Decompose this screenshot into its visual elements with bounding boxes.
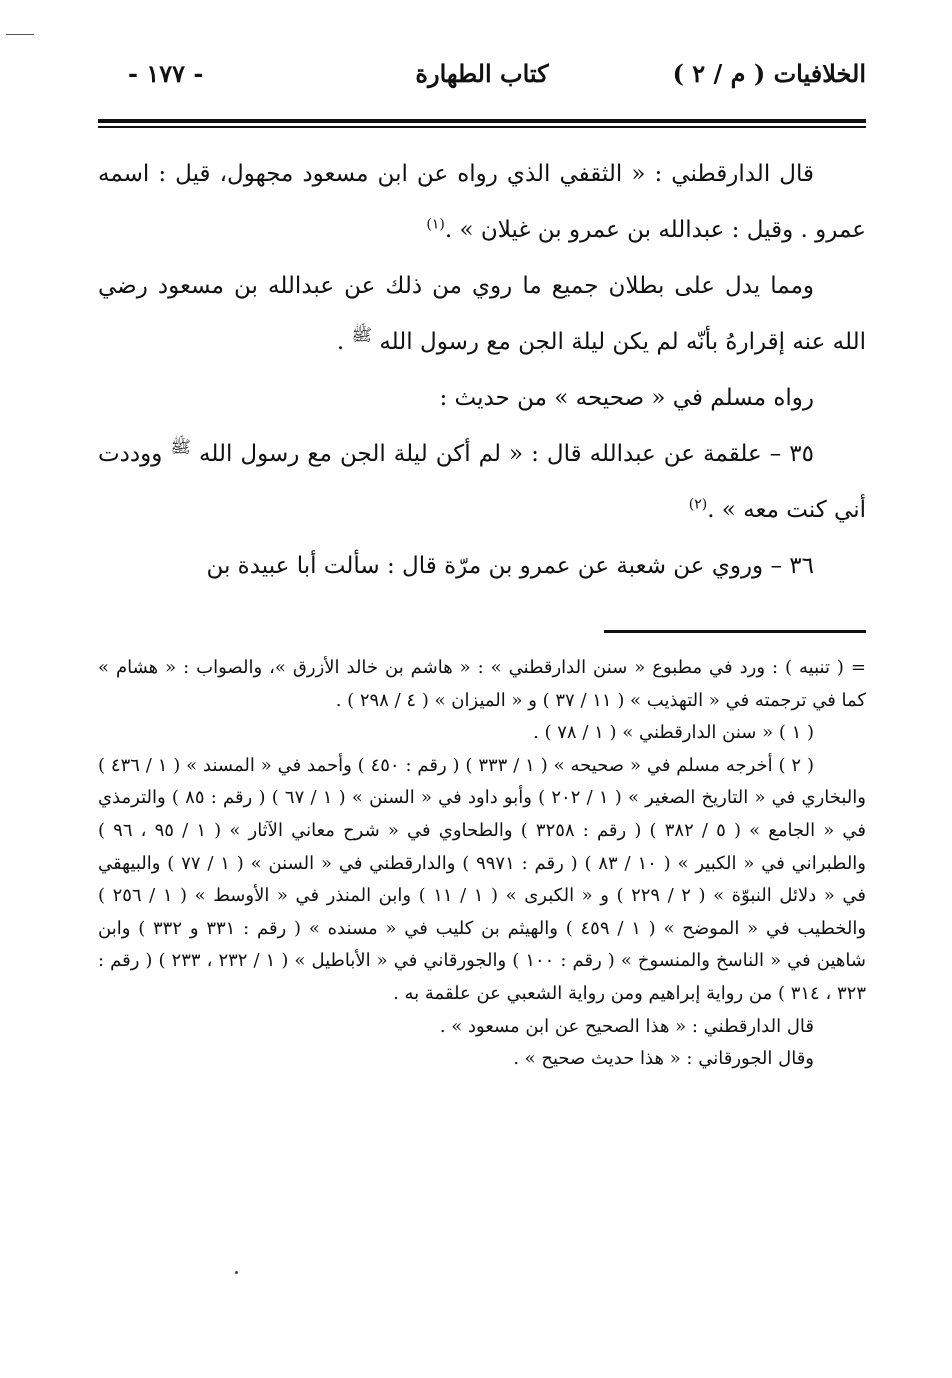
paragraph-end: . — [336, 329, 352, 355]
header-rule-thick — [98, 119, 866, 123]
paragraph-text: قال الدارقطني : « الثقفي الذي رواه عن ابن مسعود مجهول، قيل : اسمه عمرو . وقيل : عبدالله بن عمرو بن غيلان » . — [98, 161, 866, 243]
footnote-separator — [604, 630, 866, 633]
running-header — [98, 52, 866, 96]
main-text — [98, 146, 866, 594]
paragraph-text: ٣٦ – وروي عن شعبة عن عمرو بن مرّة قال : سألت أبا عبيدة بن — [206, 553, 814, 579]
paragraph-text: ٣٥ – علقمة عن عبدالله قال : « لم أكن ليلة الجن مع رسول الله — [199, 441, 814, 467]
footnote-2-comment: قال الدارقطني : « هذا الصحيح عن ابن مسعود » . — [439, 1015, 814, 1037]
scan-speck — [235, 1271, 238, 1274]
hadith-paragraph — [98, 538, 866, 594]
footnotes — [98, 652, 866, 1076]
honorific-symbol: ﷺ — [170, 437, 191, 458]
paragraph — [98, 146, 866, 258]
paragraph — [98, 370, 866, 426]
paragraph — [98, 258, 866, 370]
scan-mark — [6, 34, 34, 35]
footnote-1: ( ١ ) « سنن الدارقطني » ( ١ / ٧٨ ) . — [533, 722, 814, 744]
footnote-2-comment: وقال الجورقاني : « هذا حديث صحيح » . — [513, 1048, 814, 1070]
page-number: - ١٧٧ - — [128, 59, 204, 88]
footnote-continued: = ( تنبيه ) : ورد في مطبوع « سنن الدارقطني » : « هاشم بن خالد الأزرق »، والصواب : « هشام » كما في ترجمته في « التهذيب » ( ١١ / ٣٧ ) و « الميزان » ( ٤ / ٢٩٨ ) . — [98, 657, 866, 711]
honorific-symbol: ﷺ — [351, 325, 373, 346]
footnote-ref: (٢) — [688, 496, 708, 513]
footnote-2: ( ٢ ) أخرجه مسلم في « صحيحه » ( ١ / ٣٣٣ ) ( رقم : ٤٥٠ ) وأحمد في « المسند » ( ١ / ٤٣٦ ) والبخاري في « التاريخ الصغير » ( ١ / ٢٠٢ ) وأبو داود في « السنن » ( ١ / ٦٧ ) ( رقم : ٨٥ ) والترمذي في « الجامع » ( ٥ / ٣٨٢ ) ( رقم : ٣٢٥٨ ) والطحاوي في « شرح معاني الآثار » ( ١ / ٩٥ ، ٩٦ ) والطبراني في « الكبير » ( ١٠ / ٨٣ ) ( رقم : ٩٩٧١ ) والدارقطني في « السنن » ( ١ / ٧٧ ) والبيهقي في « دلائل النبوّة » ( ٢ / ٢٢٩ ) و « الكبرى » ( ١ / ١١ ) وابن المنذر في « الأوسط » ( ١ / ٢٥٦ ) والخطيب في « الموضح » ( ١ / ٤٥٩ ) والهيثم بن كليب في « مسنده » ( رقم : ٣٣١ و ٣٣٢ ) وابن شاهين في « الناسخ والمنسوخ » ( رقم : ١٠٠ ) والجورقاني في « الأباطيل » ( ١ / ٢٣٢ ، ٢٣٣ ) ( رقم : ٣٢٣ ، ٣١٤ ) من رواية إبراهيم ومن رواية الشعبي عن علقمة به . — [98, 754, 867, 1004]
header-book-title: الخلافيات ( م / ٢ ) — [672, 59, 866, 88]
header-chapter-title: كتاب الطهارة — [415, 59, 549, 88]
paragraph-text: ومما يدل على بطلان جميع ما روي من ذلك عن عبدالله بن مسعود رضي الله عنه إقرارهُ بأنّه لم يكن ليلة الجن مع رسول الله — [98, 273, 866, 355]
paragraph-text: رواه مسلم في « صحيحه » من حديث : — [439, 385, 814, 411]
footnote-ref: (١) — [426, 216, 445, 233]
header-rule-thin — [98, 126, 866, 128]
paragraph-text-cont: ووددت أني كنت معه » . — [98, 441, 866, 523]
hadith-paragraph — [98, 426, 866, 538]
